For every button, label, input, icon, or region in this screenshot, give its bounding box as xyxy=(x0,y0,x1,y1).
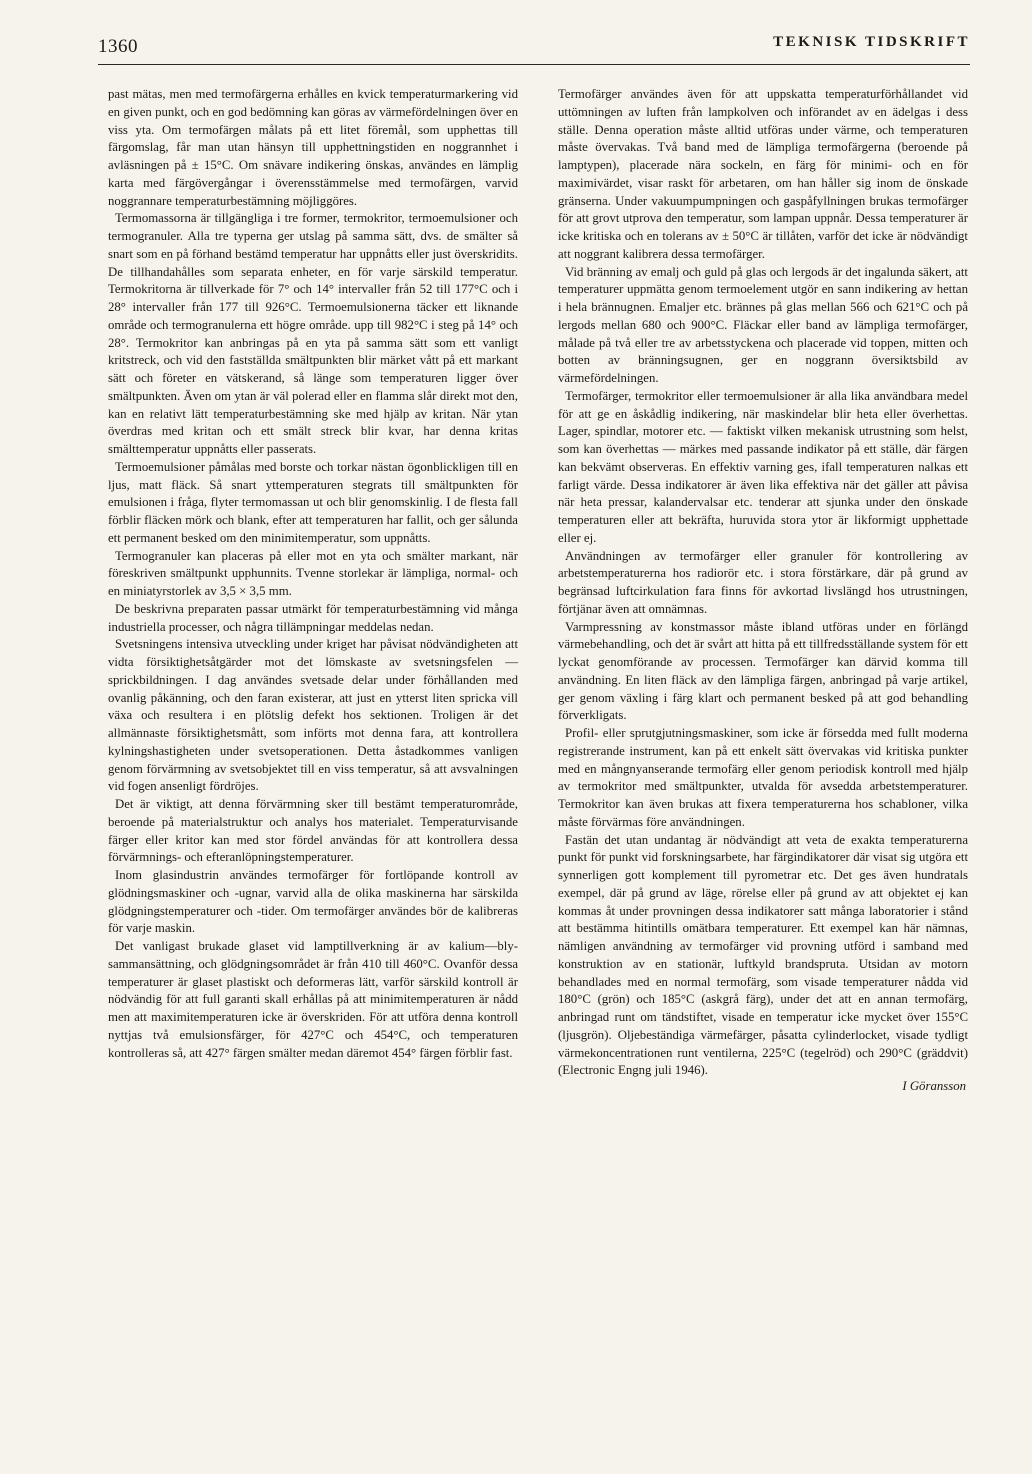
paragraph: Det vanligast brukade glaset vid lamptillverkning är av kalium—bly-sammansättning, och glödgningsområdet är från 410 till 460°C. Ovanför dessa temperaturer är glaset plastiskt och deformeras lätt, varför särskild kontroll är nödvändig för att full garanti skall erhållas på att minimitemperaturen är nådd men att maximitemperaturen icke är överskriden. För att utföra denna kontroll nyttjas två emulsionsfärger, för 427°C och 454°C, och temperaturen kontrolleras så, att 427° färgen smälter medan däremot 454° färgen förblir fast. xyxy=(108,939,518,1060)
paragraph: Svetsningens intensiva utveckling under kriget har påvisat nödvändigheten att vidta försiktighetsåtgärder mot det lömskaste av svetsningsfelen — sprickbildningen. I dag användes svetsade delar under förhållanden med ovanlig påkänning, och den faran existerar, att just en ytterst liten spricka vill växa och resultera i en plötslig defekt hos sektionen. Troligen är det allmännaste försiktighetsmått, som införts mot denna fara, att kontrollera kylningshastigheten under svetsoperationen. Detta åstadkommes vanligen genom förvärmning av svetsobjektet till en viss temperatur, så att avsvalningen vid fogen ansenligt fördröjes. xyxy=(108,637,518,794)
page-number: 1360 xyxy=(98,36,138,57)
left-column xyxy=(108,86,518,1062)
paragraph: Termogranuler kan placeras på eller mot en yta och smälter markant, när föreskriven smältpunkt upphunnits. Tvenne storlekar är lämpliga, normal- och en miniatyrstorlek av 3,5 × 3,5 mm. xyxy=(108,548,518,598)
paragraph: Profil- eller sprutgjutningsmaskiner, som icke är försedda med fullt moderna registrerande instrument, kan på ett enkelt sätt övervakas vid kritiska punkter med en mångnyanserande termofärg eller genom periodisk kontroll med hjälp av termokritor med smältpunkter, utvalda för avsedda arbetstemperaturer. Termokritor kan även brukas att fixera temperaturerna hos schabloner, vilka måste förvärmas före användningen. xyxy=(558,726,968,829)
paragraph: De beskrivna preparaten passar utmärkt för temperaturbestämning vid många industriella processer, och några tillämpningar meddelas nedan. xyxy=(108,601,518,634)
paragraph: Det är viktigt, att denna förvärmning sker till bestämt temperaturområde, beroende på materialstruktur och analys hos materialet. Temperaturvisande färger eller kritor kan med stor fördel användas för att kontrollera dessa förvärmnings- och efteranlöpningstemperaturer. xyxy=(108,797,518,865)
paragraph: past mätas, men med termofärgerna erhålles en kvick temperaturmarkering vid en given punkt, och en god bedömning kan göras av värmefördelningen över en viss yta. Om termofärgen målats på ett litet föremål, som upphettas till färgomslag, får man utan hänsyn till upphettningstiden en noggrannhet i avläsningen på ± 15°C. Om snävare indikering önskas, användes en lämplig karta med färgövergångar i överensstämmelse med termofärgen, varvid noggrannare temperaturbestämning möjliggöres. xyxy=(108,87,518,208)
journal-title: TEKNISK TIDSKRIFT xyxy=(773,34,970,50)
right-column xyxy=(558,86,968,1096)
page-header xyxy=(98,30,970,65)
paragraph: Vid bränning av emalj och guld på glas och lergods är det ingalunda säkert, att temperaturer uppmätta genom termoelement utgör en sann indikering av hettan i hela brännugnen. Emaljer etc. brännes på glas mellan 566 och 621°C och på lergods mellan 680 och 900°C. Fläckar eller band av lämpliga termofärger, målade på två eller tre av arbetsstyckena och placerade vid toppen, mitten och botten av bränningsugnen, ger en noggrann översiktsbild av värmefördelningen. xyxy=(558,264,968,385)
paragraph: Termomassorna är tillgängliga i tre former, termokritor, termoemulsioner och termogranuler. Alla tre typerna ger utslag på samma sätt, dvs. de smälter så snart som en på förhand bestämd temperatur har uppnåtts eller just överskridits. De tillhandahålles som separata enheter, en för varje särskild temperatur. Termokritorna är tillverkade för 7° och 14° intervaller från 52 till 177°C och i 28° intervaller från 177 till 926°C. Termoemulsionerna täcker ett liknande område och termogranulerna ett högre område. upp till 982°C i steg på 14° och 28°. Termokritor kan anbringas på en yta på samma sätt som ett vanligt kritstreck, och vid den fastställda smältpunkten blir märket vått på ett markant sätt och företer en vätskerand, så länge som temperaturen ligger över smältpunkten. Även om ytan är väl polerad eller en flamma slår direkt mot den, kan en relativt lätt temperaturbestämning ske med hjälp av kritan. När ytan överdras med kritan och ett smält streck blir kvar, har denna kritas smälttemperatur uppnåtts eller passerats. xyxy=(108,211,518,456)
paragraph: Fastän det utan undantag är nödvändigt att veta de exakta temperaturerna punkt för punkt vid forskningsarbete, har färgindikatorer där visat sig utgöra ett synnerligen gott komplement till pyrometrar etc. Det ges även hundratals exempel, där på grund av läge, rörelse eller på grund av att objektet ej kan kommas åt under provningen dessa indikatorer satt många laboratorier i stånd att bestämma hitintills omätbara temperaturer. Ett exempel kan här nämnas, nämligen användning av termofärger vid provning utförd i samband med konstruktion av en stationär, luftkyld brandspruta. Utsidan av motorn behandlades med en normal termofärg, som visade temperaturer nådda vid 180°C (grön) och 185°C (askgrå färg), under det att en annan termofärg, anbringad runt om tändstiftet, visade en temperatur icke mycket över 155°C (ljusgrön). Oljebeständiga värmefärger, påsatta cylinderlocket, visade tydligt värmekoncentrationen runt ventilerna, 225°C (tegelröd) och 290°C (gräddvit) (Electronic Engng juli 1946). xyxy=(558,832,968,1078)
paragraph: Inom glasindustrin användes termofärger för fortlöpande kontroll av glödningsmaskiner och -ugnar, varvid alla de olika maskinerna har särskilda glödgningstemperaturer och -tider. Om termofärger användes bör de kalibreras för varje maskin. xyxy=(108,868,518,936)
paragraph: Varmpressning av konstmassor måste ibland utföras under en förlängd värmebehandling, och det är svårt att hitta på ett tillfredsställande system för ett lyckat genomförande av processen. Termofärger kan därvid komma till användning. En liten fläck av den lämpliga färgen, anbringad på varje artikel, ger genom växling i färg klart och permanent besked på att god behandling förverkligats. xyxy=(558,619,968,723)
author-signature: I Göransson xyxy=(902,1079,966,1093)
paragraph: Termofärger användes även för att uppskatta temperaturförhållandet vid uttömningen av luften från lampkolven och införandet av en ädelgas i dess ställe. Denna operation måste alltid utföras under värme, och temperaturen måste övervakas. Två band med de lämpliga termofärgerna (beroende på lamptypen), placerade nära sockeln, en färg för minimi- och en för maximivärdet, visar raskt för arbetaren, om han håller sig inom de önskade gränserna. Under vakuumpumpningen och gaspåfyllningen brukas termofärger för att grovt utprova den temperatur, som lampan uppnår. Dessa temperaturer är icke kritiska och en tolerans av ± 50°C är tillåten, varför det icke är nödvändigt att noggrant kalibrera dessa termofärger. xyxy=(558,87,968,261)
paragraph: Användningen av termofärger eller granuler för kontrollering av arbetstemperaturerna hos radiorör etc. i stora förstärkare, där på grund av begränsad luftcirkulation fara finns för avkortad livslängd hos utrustningen, förtjänar även att omnämnas. xyxy=(558,548,968,616)
paragraph: Termoemulsioner påmålas med borste och torkar nästan ögonblickligen till en ljus, matt fläck. Så snart yttemperaturen stegrats till smältpunkten för emulsionen i fråga, flyter termomassan ut och blir genomskinlig. I de flesta fall förblir fläcken mörk och blank, efter att temperaturen har fallit, och ger sålunda ett permanent besked om den minimitemperatur, som uppnåtts. xyxy=(108,459,518,545)
paragraph: Termofärger, termokritor eller termoemulsioner är alla lika användbara medel för att ge en åskådlig indikering, när maskindelar blir heta eller överhettas. Lager, spindlar, motorer etc. — faktiskt vilken mekanisk utrustning som helst, som kan överhettas — märkes med passande indikator på ett ställe, där färgen kan bekvämt observeras. En effektiv varning ges, ifall temperaturen nalkas ett farligt värde. Dessa indikatorer är även lika effektiva när det gäller att påvisa när heta pressar, kalandervalsar etc. tenderar att sjunka under den önskade temperaturen eller att bekräfta, huruvida stora ytor är likformigt upphettade eller ej. xyxy=(558,388,968,545)
